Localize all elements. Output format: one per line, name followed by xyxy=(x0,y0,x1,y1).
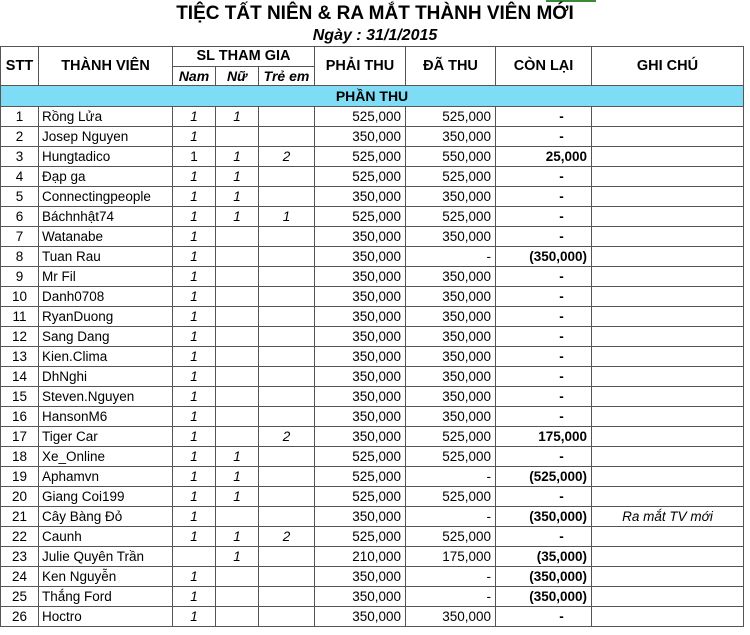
cell-paid[interactable]: 550,000 xyxy=(406,147,496,167)
table-row xyxy=(1,287,744,307)
cell-note[interactable] xyxy=(592,247,744,267)
table-row xyxy=(1,187,744,207)
cell-stt[interactable]: 13 xyxy=(1,347,39,367)
cell-stt[interactable]: 22 xyxy=(1,527,39,547)
cell-paid[interactable]: 525,000 xyxy=(406,167,496,187)
cell-stt[interactable]: 17 xyxy=(1,427,39,447)
header-remaining[interactable]: CÒN LẠI xyxy=(496,47,592,86)
cell-male[interactable]: 1 xyxy=(173,587,216,607)
table-row xyxy=(1,267,744,287)
header-child[interactable]: Trẻ em xyxy=(259,67,315,86)
cell-note[interactable] xyxy=(592,227,744,247)
cell-female[interactable] xyxy=(216,607,259,627)
cell-female[interactable] xyxy=(216,367,259,387)
cell-remaining[interactable]: - xyxy=(496,527,592,547)
cell-member-name[interactable]: Giang Coi199 xyxy=(39,487,173,507)
cell-due[interactable]: 350,000 xyxy=(315,307,406,327)
cell-female[interactable] xyxy=(216,347,259,367)
cell-stt[interactable]: 5 xyxy=(1,187,39,207)
cell-due[interactable]: 350,000 xyxy=(315,127,406,147)
cell-remaining[interactable]: - xyxy=(496,267,592,287)
cell-female[interactable] xyxy=(216,507,259,527)
cell-due[interactable]: 350,000 xyxy=(315,267,406,287)
cell-note[interactable] xyxy=(592,407,744,427)
cell-paid[interactable]: - xyxy=(406,587,496,607)
cell-due[interactable]: 350,000 xyxy=(315,327,406,347)
cell-stt[interactable]: 16 xyxy=(1,407,39,427)
cell-remaining[interactable]: - xyxy=(496,487,592,507)
cell-child[interactable] xyxy=(259,227,315,247)
cell-member-name[interactable]: DhNghi xyxy=(39,367,173,387)
cell-note[interactable] xyxy=(592,567,744,587)
header-paid[interactable]: ĐÃ THU xyxy=(406,47,496,86)
cell-paid[interactable]: 525,000 xyxy=(406,447,496,467)
cell-remaining[interactable]: - xyxy=(496,107,592,127)
cell-female[interactable] xyxy=(216,267,259,287)
cell-note[interactable] xyxy=(592,547,744,567)
table-row xyxy=(1,447,744,467)
cell-member-name[interactable]: Sang Dang xyxy=(39,327,173,347)
cell-child[interactable] xyxy=(259,467,315,487)
cell-child[interactable] xyxy=(259,327,315,347)
cell-due[interactable]: 350,000 xyxy=(315,387,406,407)
header-female[interactable]: Nữ xyxy=(216,67,259,86)
cell-female[interactable]: 1 xyxy=(216,167,259,187)
cell-stt[interactable]: 24 xyxy=(1,567,39,587)
cell-male[interactable]: 1 xyxy=(173,187,216,207)
cell-member-name[interactable]: Tuan Rau xyxy=(39,247,173,267)
cell-child[interactable]: 1 xyxy=(259,207,315,227)
cell-member-name[interactable]: Báchnhật74 xyxy=(39,207,173,227)
table-row xyxy=(1,327,744,347)
cell-remaining[interactable]: - xyxy=(496,227,592,247)
cell-male[interactable]: 1 xyxy=(173,287,216,307)
cell-child[interactable] xyxy=(259,187,315,207)
cell-female[interactable] xyxy=(216,227,259,247)
cell-remaining[interactable]: - xyxy=(496,347,592,367)
cell-child[interactable] xyxy=(259,607,315,627)
cell-due[interactable]: 525,000 xyxy=(315,527,406,547)
cell-child[interactable] xyxy=(259,567,315,587)
cell-member-name[interactable]: Rồng Lửa xyxy=(39,107,173,127)
cell-note[interactable] xyxy=(592,267,744,287)
cell-note[interactable] xyxy=(592,467,744,487)
cell-stt[interactable]: 6 xyxy=(1,207,39,227)
cell-child[interactable] xyxy=(259,307,315,327)
cell-child[interactable] xyxy=(259,547,315,567)
cell-paid[interactable]: 350,000 xyxy=(406,267,496,287)
cell-note[interactable] xyxy=(592,447,744,467)
cell-paid[interactable]: 350,000 xyxy=(406,127,496,147)
cell-male[interactable]: 1 xyxy=(173,487,216,507)
cell-female[interactable] xyxy=(216,567,259,587)
table-row xyxy=(1,247,744,267)
table-row xyxy=(1,387,744,407)
table-row xyxy=(1,227,744,247)
cell-member-name[interactable]: Steven.Nguyen xyxy=(39,387,173,407)
cell-paid[interactable]: - xyxy=(406,467,496,487)
cell-stt[interactable]: 25 xyxy=(1,587,39,607)
contribution-table xyxy=(0,46,744,627)
cell-paid[interactable]: 350,000 xyxy=(406,387,496,407)
cell-due[interactable]: 350,000 xyxy=(315,347,406,367)
table-row xyxy=(1,547,744,567)
table-row xyxy=(1,587,744,607)
cell-male[interactable]: 1 xyxy=(173,447,216,467)
table-row xyxy=(1,427,744,447)
cell-child[interactable] xyxy=(259,287,315,307)
cell-member-name[interactable]: Xe_Online xyxy=(39,447,173,467)
cell-stt[interactable]: 12 xyxy=(1,327,39,347)
cell-child[interactable]: 2 xyxy=(259,427,315,447)
cell-remaining[interactable]: - xyxy=(496,367,592,387)
cell-remaining[interactable]: - xyxy=(496,287,592,307)
header-male[interactable]: Nam xyxy=(173,67,216,86)
cell-note[interactable] xyxy=(592,347,744,367)
cell-child[interactable] xyxy=(259,587,315,607)
sheet-title: TIỆC TẤT NIÊN & RA MẮT THÀNH VIÊN MỚI xyxy=(176,3,574,24)
cell-due[interactable]: 350,000 xyxy=(315,227,406,247)
cell-note[interactable] xyxy=(592,607,744,627)
cell-male[interactable]: 1 xyxy=(173,167,216,187)
cell-male[interactable]: 1 xyxy=(173,247,216,267)
cell-due[interactable]: 350,000 xyxy=(315,507,406,527)
cell-remaining[interactable]: - xyxy=(496,127,592,147)
cell-male[interactable]: 1 xyxy=(173,407,216,427)
cell-due[interactable]: 525,000 xyxy=(315,147,406,167)
cell-male[interactable]: 1 xyxy=(173,527,216,547)
cell-male[interactable]: 1 xyxy=(173,367,216,387)
cell-stt[interactable]: 7 xyxy=(1,227,39,247)
cell-paid[interactable]: 525,000 xyxy=(406,207,496,227)
cell-member-name[interactable]: Aphamvn xyxy=(39,467,173,487)
cell-male[interactable]: 1 xyxy=(173,607,216,627)
cell-paid[interactable]: 350,000 xyxy=(406,407,496,427)
cell-remaining[interactable]: (350,000) xyxy=(496,587,592,607)
cell-note[interactable] xyxy=(592,127,744,147)
cell-paid[interactable]: 350,000 xyxy=(406,307,496,327)
cell-child[interactable] xyxy=(259,487,315,507)
cell-remaining[interactable]: 175,000 xyxy=(496,427,592,447)
cell-stt[interactable]: 23 xyxy=(1,547,39,567)
cell-member-name[interactable]: Caunh xyxy=(39,527,173,547)
cell-note[interactable] xyxy=(592,287,744,307)
table-row xyxy=(1,307,744,327)
cell-member-name[interactable]: Josep Nguyen xyxy=(39,127,173,147)
cell-paid[interactable]: - xyxy=(406,567,496,587)
table-row xyxy=(1,107,744,127)
table-row xyxy=(1,207,744,227)
cell-paid[interactable]: 350,000 xyxy=(406,227,496,247)
cell-due[interactable]: 350,000 xyxy=(315,287,406,307)
selection-indicator xyxy=(546,0,596,2)
cell-member-name[interactable]: Danh0708 xyxy=(39,287,173,307)
cell-note[interactable] xyxy=(592,487,744,507)
cell-paid[interactable]: - xyxy=(406,507,496,527)
cell-female[interactable] xyxy=(216,587,259,607)
cell-stt[interactable]: 3 xyxy=(1,147,39,167)
cell-note[interactable] xyxy=(592,167,744,187)
section-income[interactable]: PHẦN THU xyxy=(1,86,744,107)
cell-due[interactable]: 350,000 xyxy=(315,367,406,387)
table-row xyxy=(1,347,744,367)
cell-note[interactable] xyxy=(592,147,744,167)
cell-paid[interactable]: 525,000 xyxy=(406,427,496,447)
cell-male[interactable] xyxy=(173,547,216,567)
cell-stt[interactable]: 14 xyxy=(1,367,39,387)
cell-remaining[interactable]: (350,000) xyxy=(496,507,592,527)
cell-male[interactable]: 1 xyxy=(173,147,216,167)
cell-remaining[interactable]: - xyxy=(496,387,592,407)
cell-note[interactable] xyxy=(592,327,744,347)
table-row xyxy=(1,127,744,147)
cell-female[interactable] xyxy=(216,427,259,447)
table-row xyxy=(1,147,744,167)
cell-male[interactable]: 1 xyxy=(173,227,216,247)
cell-male[interactable]: 1 xyxy=(173,467,216,487)
cell-remaining[interactable]: 25,000 xyxy=(496,147,592,167)
cell-stt[interactable]: 20 xyxy=(1,487,39,507)
cell-stt[interactable]: 10 xyxy=(1,287,39,307)
cell-paid[interactable]: 525,000 xyxy=(406,487,496,507)
cell-due[interactable]: 525,000 xyxy=(315,467,406,487)
cell-due[interactable]: 350,000 xyxy=(315,187,406,207)
cell-male[interactable]: 1 xyxy=(173,507,216,527)
table-row xyxy=(1,367,744,387)
cell-due[interactable]: 210,000 xyxy=(315,547,406,567)
cell-female[interactable] xyxy=(216,127,259,147)
header-note[interactable]: GHI CHÚ xyxy=(592,47,744,86)
cell-male[interactable]: 1 xyxy=(173,207,216,227)
cell-child[interactable] xyxy=(259,107,315,127)
cell-remaining[interactable]: - xyxy=(496,207,592,227)
cell-child[interactable] xyxy=(259,447,315,467)
cell-due[interactable]: 350,000 xyxy=(315,567,406,587)
cell-note[interactable] xyxy=(592,587,744,607)
header-member[interactable]: THÀNH VIÊN xyxy=(39,47,173,86)
cell-note[interactable] xyxy=(592,307,744,327)
cell-due[interactable]: 350,000 xyxy=(315,607,406,627)
cell-paid[interactable]: 525,000 xyxy=(406,107,496,127)
cell-member-name[interactable]: Connectingpeople xyxy=(39,187,173,207)
cell-remaining[interactable]: (525,000) xyxy=(496,467,592,487)
header-stt[interactable]: STT xyxy=(1,47,39,86)
table-row xyxy=(1,467,744,487)
cell-female[interactable]: 1 xyxy=(216,467,259,487)
cell-child[interactable] xyxy=(259,367,315,387)
cell-member-name[interactable]: Julie Quyên Trần xyxy=(39,547,173,567)
cell-paid[interactable]: 350,000 xyxy=(406,347,496,367)
cell-female[interactable] xyxy=(216,307,259,327)
cell-female[interactable] xyxy=(216,247,259,267)
cell-member-name[interactable]: Cây Bàng Đỏ xyxy=(39,507,173,527)
cell-member-name[interactable]: Đạp ga xyxy=(39,167,173,187)
cell-remaining[interactable]: (35,000) xyxy=(496,547,592,567)
cell-stt[interactable]: 21 xyxy=(1,507,39,527)
cell-remaining[interactable]: - xyxy=(496,327,592,347)
cell-note[interactable] xyxy=(592,207,744,227)
cell-female[interactable]: 1 xyxy=(216,547,259,567)
table-row xyxy=(1,527,744,547)
cell-stt[interactable]: 18 xyxy=(1,447,39,467)
cell-child[interactable] xyxy=(259,347,315,367)
cell-stt[interactable]: 26 xyxy=(1,607,39,627)
cell-paid[interactable]: 350,000 xyxy=(406,287,496,307)
table-row xyxy=(1,487,744,507)
header-due[interactable]: PHẢI THU xyxy=(315,47,406,86)
cell-due[interactable]: 350,000 xyxy=(315,587,406,607)
table-row xyxy=(1,167,744,187)
table-row xyxy=(1,407,744,427)
cell-member-name[interactable]: Mr Fil xyxy=(39,267,173,287)
table-row xyxy=(1,567,744,587)
cell-child[interactable]: 2 xyxy=(259,527,315,547)
cell-member-name[interactable]: HansonM6 xyxy=(39,407,173,427)
cell-stt[interactable]: 2 xyxy=(1,127,39,147)
cell-female[interactable]: 1 xyxy=(216,527,259,547)
cell-stt[interactable]: 11 xyxy=(1,307,39,327)
cell-male[interactable]: 1 xyxy=(173,307,216,327)
cell-note[interactable] xyxy=(592,187,744,207)
cell-male[interactable]: 1 xyxy=(173,107,216,127)
cell-child[interactable]: 2 xyxy=(259,147,315,167)
cell-child[interactable] xyxy=(259,507,315,527)
cell-due[interactable]: 350,000 xyxy=(315,407,406,427)
cell-child[interactable] xyxy=(259,267,315,287)
cell-female[interactable] xyxy=(216,387,259,407)
cell-male[interactable]: 1 xyxy=(173,567,216,587)
cell-stt[interactable]: 9 xyxy=(1,267,39,287)
cell-female[interactable] xyxy=(216,407,259,427)
cell-due[interactable]: 525,000 xyxy=(315,107,406,127)
cell-child[interactable] xyxy=(259,127,315,147)
cell-due[interactable]: 350,000 xyxy=(315,427,406,447)
cell-note[interactable] xyxy=(592,427,744,447)
cell-male[interactable]: 1 xyxy=(173,347,216,367)
cell-note[interactable]: Ra mắt TV mới xyxy=(592,507,744,527)
cell-stt[interactable]: 1 xyxy=(1,107,39,127)
cell-male[interactable]: 1 xyxy=(173,387,216,407)
cell-paid[interactable]: 350,000 xyxy=(406,367,496,387)
table-row xyxy=(1,507,744,527)
sheet-date: Ngày : 31/1/2015 xyxy=(312,27,438,44)
cell-due[interactable]: 525,000 xyxy=(315,447,406,467)
cell-note[interactable] xyxy=(592,527,744,547)
cell-remaining[interactable]: - xyxy=(496,187,592,207)
cell-member-name[interactable]: Hungtadico xyxy=(39,147,173,167)
cell-note[interactable] xyxy=(592,107,744,127)
cell-due[interactable]: 525,000 xyxy=(315,207,406,227)
cell-remaining[interactable]: - xyxy=(496,607,592,627)
cell-female[interactable]: 1 xyxy=(216,147,259,167)
cell-due[interactable]: 525,000 xyxy=(315,167,406,187)
cell-stt[interactable]: 4 xyxy=(1,167,39,187)
cell-female[interactable] xyxy=(216,287,259,307)
cell-remaining[interactable]: - xyxy=(496,447,592,467)
cell-paid[interactable]: 350,000 xyxy=(406,187,496,207)
cell-male[interactable]: 1 xyxy=(173,327,216,347)
cell-female[interactable] xyxy=(216,327,259,347)
cell-paid[interactable]: 350,000 xyxy=(406,327,496,347)
cell-remaining[interactable]: (350,000) xyxy=(496,247,592,267)
cell-due[interactable]: 525,000 xyxy=(315,487,406,507)
cell-paid[interactable]: 525,000 xyxy=(406,527,496,547)
cell-member-name[interactable]: RyanDuong xyxy=(39,307,173,327)
cell-remaining[interactable]: - xyxy=(496,167,592,187)
table-row xyxy=(1,607,744,627)
cell-child[interactable] xyxy=(259,407,315,427)
cell-female[interactable]: 1 xyxy=(216,447,259,467)
cell-member-name[interactable]: Thắng Ford xyxy=(39,587,173,607)
cell-female[interactable]: 1 xyxy=(216,187,259,207)
cell-note[interactable] xyxy=(592,387,744,407)
cell-male[interactable]: 1 xyxy=(173,427,216,447)
cell-male[interactable]: 1 xyxy=(173,267,216,287)
cell-female[interactable]: 1 xyxy=(216,207,259,227)
cell-member-name[interactable]: Ken Nguyễn xyxy=(39,567,173,587)
cell-remaining[interactable]: (350,000) xyxy=(496,567,592,587)
cell-child[interactable] xyxy=(259,387,315,407)
cell-child[interactable] xyxy=(259,167,315,187)
cell-paid[interactable]: 350,000 xyxy=(406,607,496,627)
cell-member-name[interactable]: Tiger Car xyxy=(39,427,173,447)
cell-remaining[interactable]: - xyxy=(496,407,592,427)
cell-female[interactable]: 1 xyxy=(216,487,259,507)
cell-stt[interactable]: 19 xyxy=(1,467,39,487)
cell-paid[interactable]: 175,000 xyxy=(406,547,496,567)
cell-due[interactable]: 350,000 xyxy=(315,247,406,267)
cell-remaining[interactable]: - xyxy=(496,307,592,327)
cell-stt[interactable]: 15 xyxy=(1,387,39,407)
cell-child[interactable] xyxy=(259,247,315,267)
cell-member-name[interactable]: Hoctro xyxy=(39,607,173,627)
cell-male[interactable]: 1 xyxy=(173,127,216,147)
cell-note[interactable] xyxy=(592,367,744,387)
header-attendance[interactable]: SL THAM GIA xyxy=(173,47,315,67)
cell-female[interactable]: 1 xyxy=(216,107,259,127)
cell-member-name[interactable]: Watanabe xyxy=(39,227,173,247)
cell-member-name[interactable]: Kien.Clima xyxy=(39,347,173,367)
cell-stt[interactable]: 8 xyxy=(1,247,39,267)
cell-paid[interactable]: - xyxy=(406,247,496,267)
